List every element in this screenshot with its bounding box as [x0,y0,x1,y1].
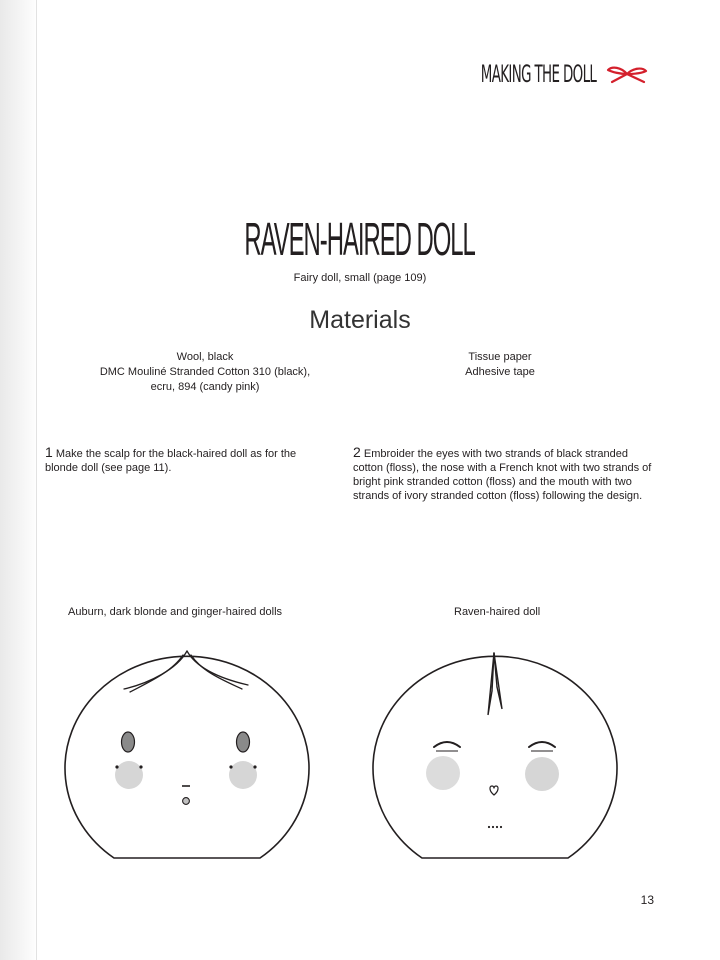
material-item: DMC Mouliné Stranded Cotton 310 (black), [99,366,311,378]
step-text: Make the scalp for the black-haired doll as for the blonde doll (see page 11). [45,448,297,474]
materials-list-right [410,350,590,380]
eye-left [122,732,135,752]
materials-heading: Materials [309,306,411,334]
material-item: Wool, black [176,351,234,363]
doll-face-diagram-right [370,645,620,865]
material-item: Tissue paper [468,351,532,363]
bow-icon [602,63,652,85]
page-number: 13 [640,893,654,907]
page-subtitle: Fairy doll, small (page 109) [293,272,427,284]
step-number: 2 [353,444,361,460]
head-outline [65,656,309,858]
mouth [183,798,190,805]
page-gutter-line [36,0,37,960]
material-item: ecru, 894 (candy pink) [150,381,260,393]
title-block [0,212,720,284]
step-2 [353,445,653,503]
running-header [410,60,652,88]
step-text: Embroider the eyes with two strands of black stranded cotton (floss), the nose with a French knot with two strands of bright pink stranded cotton (floss) and the mouth with two strands of ivory stranded cotton (floss) following the design. [353,448,652,502]
page-binding-shadow [0,0,38,960]
figure-caption-left: Auburn, dark blonde and ginger-haired dolls [68,606,283,618]
materials-list-left [60,350,350,395]
cheek-right [229,761,257,789]
material-item: Adhesive tape [465,366,535,378]
figure-caption-right: Raven-haired doll [454,606,541,618]
cheek-right [525,757,559,791]
cheek-left [115,761,143,789]
step-number: 1 [45,444,53,460]
page-title: RAVEN-HAIRED DOLL [244,213,476,265]
section-title: MAKING THE DOLL [480,60,596,88]
head-outline [373,656,617,858]
cheek-left [426,756,460,790]
eye-right [237,732,250,752]
doll-face-diagram-left [62,645,312,865]
step-1 [45,445,325,475]
